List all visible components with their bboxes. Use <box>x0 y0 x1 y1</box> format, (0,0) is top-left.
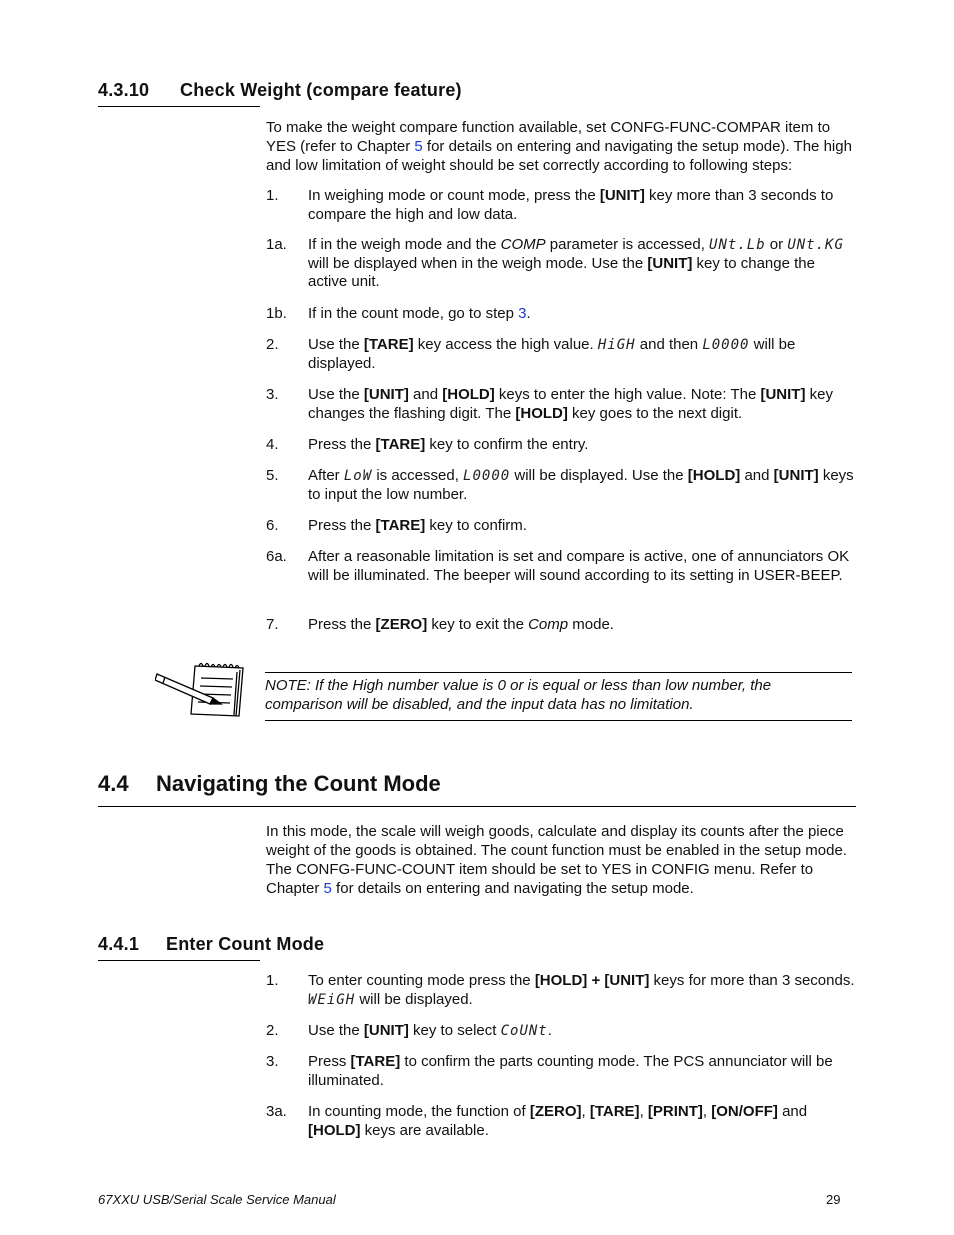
comp-parameter: COMP <box>500 236 546 253</box>
tare-key: [TARE] <box>589 1103 640 1120</box>
step-text: After a reasonable limitation is set and compare is active, one of annunciators OK will be illuminated. The beeper will sound according to its setting in USER-BEEP. <box>308 548 850 584</box>
tare-key: [TARE] <box>363 336 414 353</box>
footer-page-number: 29 <box>826 1192 841 1207</box>
chapter-5-link[interactable]: 5 <box>323 880 332 897</box>
step-number: 1a. <box>266 236 287 253</box>
section-number: 4.4 <box>98 771 129 796</box>
zero-key: [ZERO] <box>529 1103 582 1120</box>
notepad-pencil-icon <box>155 660 245 720</box>
step-number: 5. <box>266 467 279 484</box>
hold-unit-keys: [HOLD] + [UNIT] <box>534 972 650 989</box>
section-title: Check Weight (compare feature) <box>180 80 462 100</box>
comp-mode: Comp <box>528 616 569 633</box>
section-heading-4-4 <box>98 771 441 797</box>
lcd-display-high: HiGH <box>597 337 636 353</box>
section-title: Enter Count Mode <box>166 934 325 954</box>
step-text: Press the [ZERO] key to exit the Comp mode. <box>308 616 614 633</box>
lcd-display-l0000: L0000 <box>463 468 511 484</box>
step-text: If in the count mode, go to step 3. <box>308 305 531 322</box>
step-number: 6. <box>266 517 279 534</box>
unit-key: [UNIT] <box>773 467 819 484</box>
section-heading-4-3-10 <box>98 80 462 101</box>
hold-key: [HOLD] <box>308 1121 361 1139</box>
unit-key: [UNIT] <box>363 386 409 403</box>
step-number: 1. <box>266 972 279 989</box>
unit-key: [UNIT] <box>363 1022 409 1039</box>
count-intro-text-end: for details on entering and navigating the setup mode. <box>331 880 694 897</box>
count-mode-paragraph <box>266 822 858 898</box>
step-text: Press the [TARE] key to confirm the entry. <box>308 436 589 453</box>
unit-key: [UNIT] <box>599 187 645 204</box>
lcd-display-unt-kg: UNt.KG <box>787 237 844 253</box>
step-number: 7. <box>266 616 279 633</box>
lcd-display-unt-lb: UNt.Lb <box>709 237 766 253</box>
count-intro-text: In this mode, the scale will weigh goods, calculate and display its counts after the piece weight of the goods is obtained. The count function must be enabled in the setup mode. The CONFG-FUNC-COUNT item should be set to YES in CONFIG menu. Refer to Chapter <box>266 823 847 897</box>
section-number: 4.3.10 <box>98 80 150 100</box>
on-off-key: [ON/OFF] <box>711 1103 778 1120</box>
step-number: 4. <box>266 436 279 453</box>
zero-key: [ZERO] <box>375 616 428 633</box>
intro-text-end: for details on entering and navigating the setup mode). The high and low limitation of weight should be set correctly according to following steps: <box>266 138 852 174</box>
step-text: Use the [UNIT] key to select CoUNt. <box>308 1022 552 1039</box>
tare-key: [TARE] <box>350 1053 401 1070</box>
note-text: NOTE: If the High number value is 0 or is equal or less than low number, the comparison will be disabled, and the input data has no limitation. <box>265 677 772 713</box>
lcd-display-l0000: L0000 <box>702 337 750 353</box>
print-key: [PRINT] <box>647 1103 703 1120</box>
step-text: Use the [UNIT] and [HOLD] keys to enter the high value. Note: The [UNIT] key changes the flashing digit. The [HOLD] key goes to the next digit. <box>308 386 833 422</box>
note-bottom-rule <box>265 720 852 721</box>
heading-underline <box>98 806 856 807</box>
step-text: Use the [TARE] key access the high value. HiGH and then L0000 will be displayed. <box>308 336 796 372</box>
step-text: After LoW is accessed, L0000 will be displayed. Use the [HOLD] and [UNIT] keys to input the low number. <box>308 467 854 503</box>
section-number: 4.4.1 <box>98 934 140 954</box>
unit-key: [UNIT] <box>760 386 806 403</box>
step-number: 6a. <box>266 548 287 565</box>
step-text: To enter counting mode press the [HOLD] + [UNIT] keys for more than 3 seconds. WEiGH will be displayed. <box>308 972 855 1008</box>
step-text: Press [TARE] to confirm the parts counting mode. The PCS annunciator will be illuminated. <box>308 1053 833 1089</box>
footer-manual-title: 67XXU USB/Serial Scale Service Manual <box>98 1192 336 1207</box>
step-number: 2. <box>266 336 279 353</box>
lcd-display-low: LoW <box>343 468 373 484</box>
tare-key: [TARE] <box>375 517 426 534</box>
step-number: 2. <box>266 1022 279 1039</box>
hold-key: [HOLD] <box>442 386 495 403</box>
step-number: 3a. <box>266 1103 287 1120</box>
hold-key: [HOLD] <box>687 467 741 484</box>
step-text: In counting mode, the function of [ZERO], [TARE], [PRINT], [ON/OFF] and [HOLD] keys are available. <box>308 1103 808 1139</box>
section-title: Navigating the Count Mode <box>156 771 441 796</box>
lcd-display-count: CoUNt <box>500 1023 548 1039</box>
step-number: 1b. <box>266 305 287 322</box>
step-text: If in the weigh mode and the COMP parameter is accessed, UNt.Lb or UNt.KG will be displayed when in the weigh mode. Use the [UNIT] key to change the active unit. <box>308 236 844 290</box>
chapter-5-link[interactable]: 5 <box>414 138 423 155</box>
hold-key: [HOLD] <box>515 404 568 422</box>
intro-paragraph <box>266 118 858 175</box>
step-number: 3. <box>266 1053 279 1070</box>
lcd-display-weigh: WEiGH <box>308 991 356 1008</box>
step-text: Press the [TARE] key to confirm. <box>308 517 527 534</box>
heading-underline <box>98 106 260 107</box>
step-3-link[interactable]: 3 <box>518 305 527 322</box>
step-number: 3. <box>266 386 279 403</box>
note-top-rule <box>265 672 852 673</box>
section-heading-4-4-1 <box>98 934 324 955</box>
heading-underline <box>98 960 260 961</box>
step-number: 1. <box>266 187 279 204</box>
step-text: In weighing mode or count mode, press the [UNIT] key more than 3 seconds to compare the high and low data. <box>308 187 834 223</box>
tare-key: [TARE] <box>375 436 426 453</box>
intro-text: To make the weight compare function available, set CONFG-FUNC-COMPAR item to YES (refer to Chapter <box>266 119 831 155</box>
unit-key: [UNIT] <box>647 254 693 272</box>
